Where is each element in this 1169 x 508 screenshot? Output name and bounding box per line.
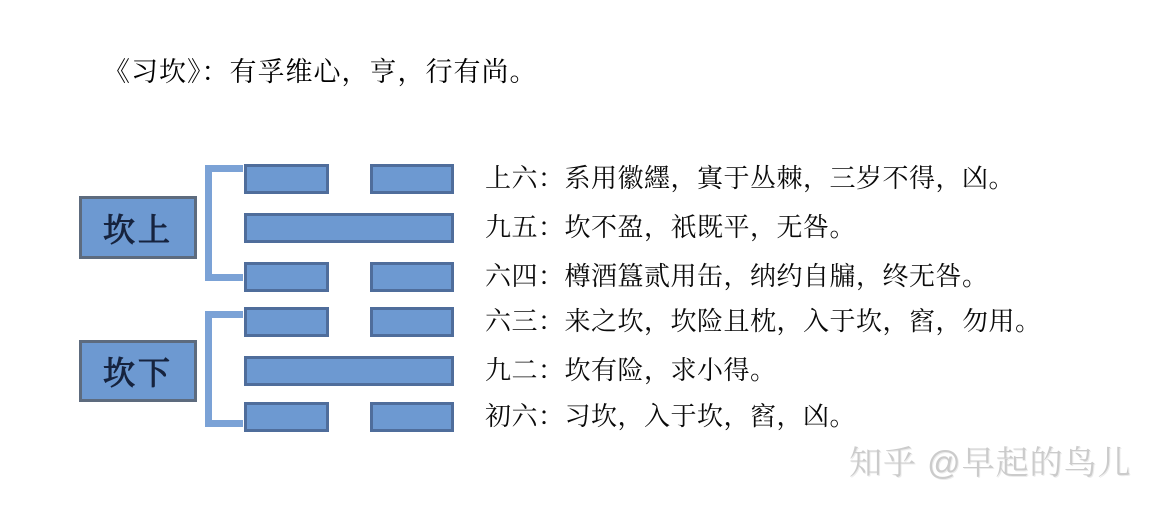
hexagram-judgment-title: 《习坎》：有孚维心，亨，行有尚。 [103, 57, 538, 87]
hexagram-line-4-broken [244, 262, 454, 292]
hexagram-line-2-solid [244, 356, 454, 386]
yin-bar-left [244, 307, 329, 337]
hexagram-line-6-broken [244, 164, 454, 194]
line-statement-5: 九五：坎不盈，祇既平，无咎。 [485, 213, 857, 242]
line-statement-6: 上六：系用徽纆，寘于丛棘，三岁不得，凶。 [485, 164, 1016, 193]
hexagram-line-5-solid [244, 213, 454, 243]
watermark: 知乎 @早起的鸟儿 [849, 444, 1132, 481]
line-statement-4: 六四：樽酒簋贰用缶，纳约自牖，终无咎。 [485, 262, 989, 291]
lower-trigram-bracket [205, 311, 243, 427]
yin-bar-right [370, 164, 454, 194]
line-statement-1: 初六：习坎，入于坎，窞，凶。 [485, 402, 857, 431]
lower-trigram-label-box [79, 340, 197, 402]
line-statement-2: 九二：坎有险，求小得。 [485, 356, 777, 385]
yin-bar-right [370, 262, 454, 292]
line-statement-3: 六三：来之坎，坎险且枕，入于坎，窞，勿用。 [485, 307, 1042, 336]
upper-trigram-bracket [205, 165, 243, 281]
yin-bar-left [244, 402, 329, 432]
hexagram-line-3-broken [244, 307, 454, 337]
yin-bar-right [370, 402, 454, 432]
yin-bar-left [244, 164, 329, 194]
hexagram-line-1-broken [244, 402, 454, 432]
yang-bar [244, 356, 454, 386]
lower-trigram-label-text: 坎下 [102, 355, 173, 391]
yin-bar-left [244, 262, 329, 292]
upper-trigram-label-box [79, 196, 197, 259]
yin-bar-right [370, 307, 454, 337]
upper-trigram-label-text: 坎上 [102, 211, 173, 248]
yang-bar [244, 213, 454, 243]
